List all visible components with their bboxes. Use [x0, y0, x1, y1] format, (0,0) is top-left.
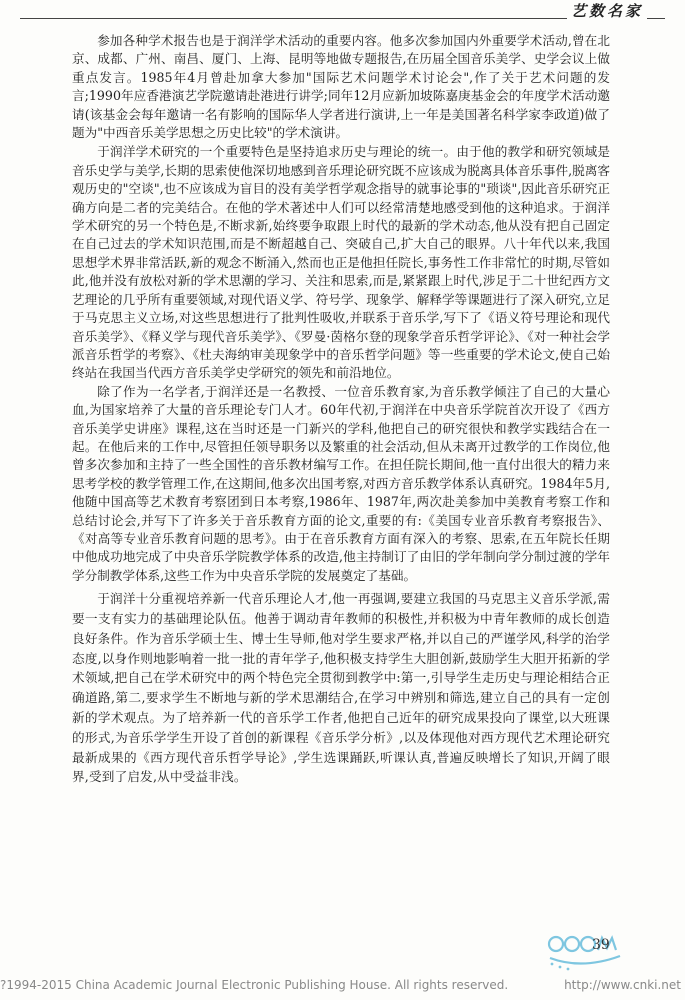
page-number: 39	[592, 937, 610, 953]
article-body	[72, 32, 610, 787]
paragraph-teaching: 除了作为一名学者,于润洋还是一名教授、一位音乐教育家,为音乐教学倾注了自己的大量心血,为国家培养了大量的音乐理论专门人才。60年代初,于润洋在中央音乐学院首次开设了《西方音乐美学史讲座》课程,这在当时还是一门新兴的学科,他把自己的研究很快和教学实践结合在一起。在他后来的工作中,尽管担任领导职务以及繁重的社会活动,但从未离开过教学的工作岗位,他曾多次参加和主持了一些全国性的音乐教材编写工作。在担任院长期间,他一直付出很大的精力来思考学校的教学管理工作,在这期间,他多次出国考察,对西方音乐教学体系认真研究。1984年5月,他随中国高等艺术教育考察团到日本考察,1986年、1987年,两次赴美参加中美教育考察工作和总结讨论会,并写下了许多关于音乐教育方面的论文,重要的有:《美国专业音乐教育考察报告》、《对高等专业音乐教育问题的思考》。由于在音乐教育方面有深入的考察、思索,在五年院长任期中他成功地完成了中央音乐学院教学体系的改造,他主持制订了由旧的学年制向学分制过渡的学年学分制教学体系,这些工作为中央音乐学院的发展奠定了基础。	[72, 383, 610, 583]
running-header: 艺数名家	[567, 0, 647, 21]
footer-copyright: ?1994-2015 China Academic Journal Electronic Publishing House. All rights reserved.	[0, 978, 509, 992]
paragraph-academic-reports: 参加各种学术报告也是于润洋学术活动的重要内容。他多次参加国内外重要学术活动,曾在北京、成都、广州、南昌、厦门、上海、昆明等地做专题报告,在历届全国音乐美学、史学会议上做重点发言。1985年4月曾赴加拿大参加"国际艺术问题学术讨论会",作了关于艺术问题的发言;1990年应香港演艺学院邀请赴港进行讲学;同年12月应新加坡陈嘉庚基金会的年度学术活动邀请(该基金会每年邀请一名有影响的国际华人学者进行演讲,上一年是美国著名科学家李政道)做了题为"中西音乐美学思想之历史比较"的学术演讲。	[72, 33, 610, 141]
paragraph-training-talent: 于润洋十分重视培养新一代音乐理论人才,他一再强调,要建立我国的马克思主义音乐学派,需要一支有实力的基础理论队伍。他善于调动青年教师的积极性,并积极为中青年教师的成长创造良好条件。作为音乐学硕士生、博士生导师,他对学生要求严格,并以自己的严谨学风,科学的治学态度,以身作则地影响着一批一批的青年学子,他积极支持学生大胆创新,鼓励学生大胆开拓新的学术领域,把自己在学术研究中的两个特色完全贯彻到教学中:第一,引导学生走历史与理论相结合正确道路,第二,要求学生不断地与新的学术思潮结合,在学习中辨别和筛选,建立自己的具有一定创新的学术观点。为了培养新一代的音乐学工作者,他把自己近年的研究成果投向了课堂,以大班课的形式,为音乐学学生开设了首创的新课程《音乐学分析》,以及体现他对西方现代艺术理论研究最新成果的《西方现代音乐哲学导论》,学生选课踊跃,听课认真,普遍反映增长了知识,开阔了眼界,受到了启发,从中受益非浅。	[72, 591, 610, 785]
ccom-logo-watermark	[544, 920, 624, 974]
paragraph-history-theory: 于润洋学术研究的一个重要特色是坚持追求历史与理论的统一。由于他的教学和研究领域是音乐史学与美学,长期的思索使他深切地感到音乐理论研究既不应该成为脱离具体音乐事件,脱离客观历史的"空谈",也不应该成为盲目的没有美学哲学观念指导的就事论事的"琐谈",因此音乐研究正确方向是二者的完美结合。在他的学术著述中人们可以经常清楚地感受到他的这种追求。于润洋学术研究的另一个特色是,不断求新,始终要争取跟上时代的最新的学术动态,他从没有把自己固定在自己过去的学术知识范围,而是不断超越自己、突破自己,扩大自己的眼界。八十年代以来,我国思想学术界非常活跃,新的观念不断涌入,然而也正是他担任院长,事务性工作非常忙的时期,尽管如此,他并没有放松对新的学术思潮的学习、关注和思索,而是,紧紧跟上时代,涉足于二十世纪西方文艺理论的几乎所有重要领域,对现代语义学、符号学、现象学、解释学等课题进行了深入研究,立足于马克思主义立场,对这些思想进行了批判性吸收,并联系于音乐学,写下了《语义符号理论和现代音乐美学》、《释义学与现代音乐美学》、《罗曼·茵格尔登的现象学音乐哲学评论》、《对一种社会学派音乐哲学的考察》、《杜夫海纳审美现象学中的音乐哲学问题》等一些重要的学术论文,使自己始终站在我国当代西方音乐美学史学研究的领先和前沿地位。	[72, 144, 610, 381]
footer-url[interactable]: http://www.cnki.net	[564, 978, 681, 992]
